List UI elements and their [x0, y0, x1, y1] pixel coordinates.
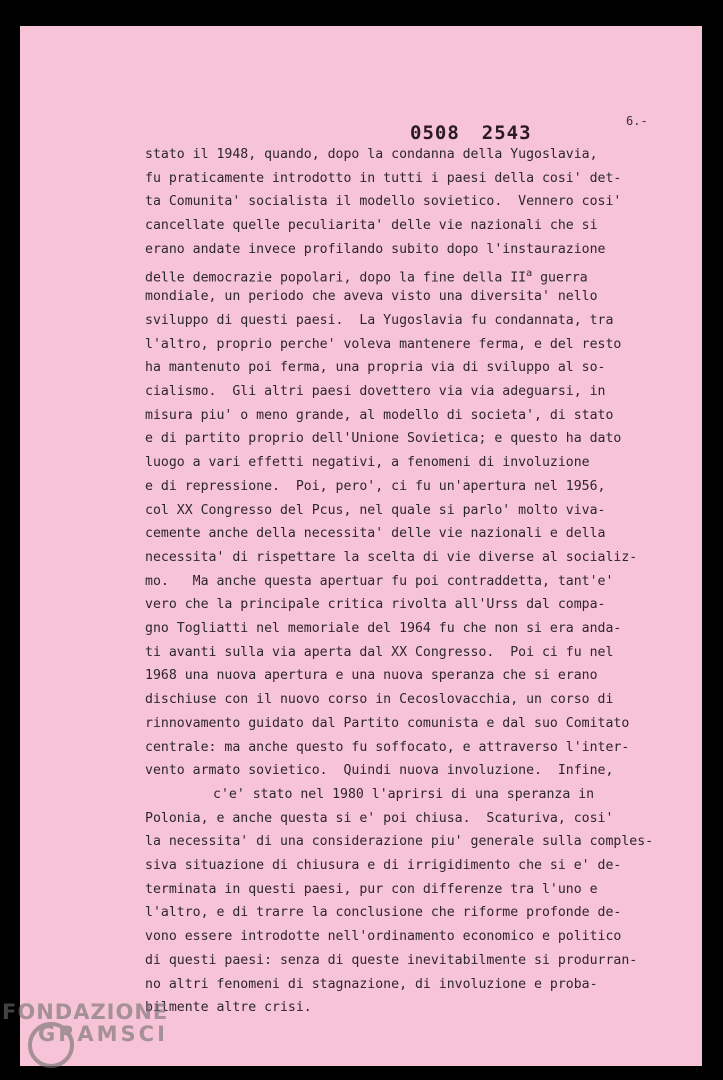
text-line: 1968 una nuova apertura e una nuova speranza che si erano — [145, 668, 598, 684]
page-number: 6.- — [626, 114, 648, 128]
text-line: cemente anche della necessita' delle vie nazionali e della — [145, 526, 606, 542]
superscript-a: a — [526, 267, 533, 279]
fondazione-gramsci-watermark — [2, 1000, 168, 1046]
text-line: la necessita' di una considerazione piu' generale sulla comples- — [145, 834, 654, 850]
text-line: mondiale, un periodo che aveva visto una diversita' nello — [145, 289, 598, 305]
text-line: erano andate invece profilando subito dopo l'instaurazione — [145, 241, 606, 257]
watermark-line-1: FONDAZIONE — [2, 1000, 169, 1024]
text-line: col XX Congresso del Pcus, nel quale si parlo' molto viva- — [145, 502, 606, 518]
text-line: sviluppo di questi paesi. La Yugoslavia fu condannata, tra — [145, 312, 614, 328]
text-line: siva situazione di chiusura e di irrigidimento che si e' de- — [145, 858, 622, 873]
text-line: c'e' stato nel 1980 l'aprirsi di una speranza in — [213, 786, 595, 802]
text-line: no altri fenomeni di stagnazione, di involuzione e proba- — [145, 976, 598, 992]
text-line: rinnovamento guidato dal Partito comunista e dal suo Comitato — [145, 715, 630, 731]
text-line: luogo a vari effetti negativi, a fenomeni di involuzione — [145, 455, 590, 471]
text-line: dischiuse con il nuovo corso in Cecoslovacchia, un corso di — [145, 692, 614, 708]
text-line: terminata in questi paesi, pur con differenze tra l'uno e — [145, 881, 598, 897]
text-line: stato il 1948, quando, dopo la condanna della Yugoslavia, — [145, 147, 598, 162]
text-line: cancellate quelle peculiarita' delle vie nazionali che si — [145, 218, 598, 234]
document-page — [20, 26, 702, 1066]
text-line: vero che la principale critica rivolta all'Urss dal compa- — [145, 597, 606, 613]
text-line: bilmente altre crisi. — [145, 1000, 312, 1016]
text-line: l'altro, e di trarre la conclusione che riforme profonde de- — [145, 905, 622, 921]
text-line: ha mantenuto poi ferma, una propria via di sviluppo al so- — [145, 360, 606, 376]
text-line: vono essere introdotte nell'ordinamento economico e politico — [145, 929, 622, 945]
text-line: l'altro, proprio perche' voleva mantenere ferma, e del resto — [145, 336, 622, 352]
text-line: fu praticamente introdotto in tutti i paesi della cosi' det- — [145, 170, 622, 186]
text-line: centrale: ma anche questo fu soffocato, e attraverso l'inter- — [145, 739, 630, 755]
text-line: di questi paesi: senza di queste inevitabilmente si produrran- — [145, 952, 638, 968]
text-line: e di repressione. Poi, pero', ci fu un'apertura nel 1956, — [145, 478, 606, 494]
watermark-logo-icon — [28, 1022, 74, 1068]
text-line: misura piu' o meno grande, al modello di societa', di stato — [145, 407, 614, 423]
watermark-line-2: GRAMSCI — [38, 1022, 168, 1046]
text-line: necessita' di rispettare la scelta di vie diverse al socializ- — [145, 549, 638, 565]
text-line: Polonia, e anche questa si e' poi chiusa. Scaturiva, cosi' — [145, 810, 614, 826]
text-line: cialismo. Gli altri paesi dovettero via via adeguarsi, in — [145, 384, 606, 399]
text-line: mo. Ma anche questa apertuar fu poi contraddetta, tant'e' — [145, 573, 614, 589]
document-body — [20, 26, 702, 1066]
text-line: vento armato sovietico. Quindi nuova involuzione. Infine, — [145, 763, 614, 779]
stamp-number-1: 0508 — [410, 122, 460, 144]
text-line: ti avanti sulla via aperta dal XX Congresso. Poi ci fu nel — [145, 644, 614, 660]
text-line: gno Togliatti nel memoriale del 1964 fu che non si era anda- — [145, 621, 622, 636]
text-line: delle democrazie popolari, dopo la fine della $II^a$ guerra — [145, 267, 588, 285]
text-line: e di partito proprio dell'Unione Sovietica; e questo ha dato — [145, 431, 622, 447]
text-line: ta Comunita' socialista il modello sovietico. Vennero cosi' — [145, 194, 622, 210]
line-tail: guerra — [532, 269, 588, 285]
stamp-number-2: 2543 — [481, 122, 532, 144]
